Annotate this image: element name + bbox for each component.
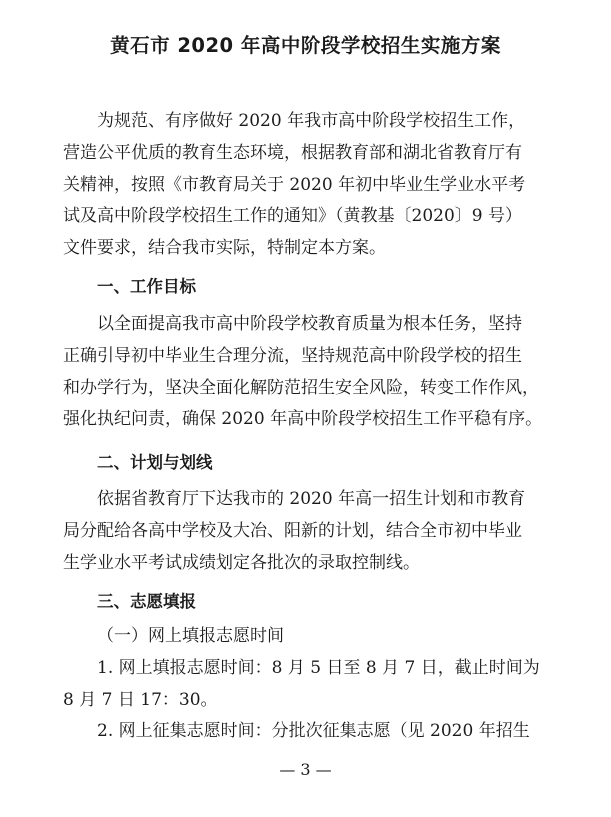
goals-paragraph — [63, 309, 553, 436]
plan-line: 生学业水平考试成绩划定各批次的录取控制线。 — [63, 552, 420, 573]
intro-paragraph — [63, 106, 553, 265]
intro-line: 关精神，按照《市教育局关于 2020 年初中毕业生学业水平考 — [63, 174, 526, 195]
document-title: 黄石市 2020 年高中阶段学校招生实施方案 — [110, 34, 501, 57]
application-paragraph — [63, 621, 553, 748]
item-line: 1. 网上填报志愿时间：8 月 5 日至 8 月 7 日，截止时间为 — [97, 657, 540, 678]
goals-line: 强化执纪问责，确保 2020 年高中阶段学校招生工作平稳有序。 — [63, 409, 543, 430]
intro-line: 营造公平优质的教育生态环境，根据教育部和湖北省教育厅有 — [63, 142, 522, 163]
goals-line: 正确引导初中毕业生合理分流，坚持规范高中阶段学校的招生 — [63, 345, 522, 366]
plan-line: 局分配给各高中学校及大冶、阳新的计划，结合全市初中毕业 — [63, 520, 522, 541]
intro-line: 试及高中阶段学校招生工作的通知》（黄教基〔2020〕9 号） — [63, 206, 522, 227]
intro-line: 为规范、有序做好 2020 年我市高中阶段学校招生工作， — [97, 111, 526, 131]
subheading-online-time: （一）网上填报志愿时间 — [97, 626, 284, 646]
item-line: 8 月 7 日 17：30。 — [63, 689, 218, 710]
page-number: — 3 — — [279, 760, 332, 779]
plan-paragraph — [63, 484, 553, 579]
section-heading-plan: 二、计划与划线 — [97, 453, 213, 472]
goals-line: 和办学行为，坚决全面化解防范招生安全风险，转变工作作风， — [63, 377, 539, 398]
intro-line: 文件要求，结合我市实际，特制定本方案。 — [63, 238, 386, 259]
goals-line: 以全面提高我市高中阶段学校教育质量为根本任务，坚持 — [97, 314, 522, 334]
section-heading-application: 三、志愿填报 — [97, 592, 196, 611]
plan-line: 依据省教育厅下达我市的 2020 年高一招生计划和市教育 — [97, 489, 526, 509]
item-line: 2. 网上征集志愿时间：分批次征集志愿（见 2020 年招生 — [97, 721, 530, 742]
section-heading-goals: 一、工作目标 — [97, 277, 196, 296]
